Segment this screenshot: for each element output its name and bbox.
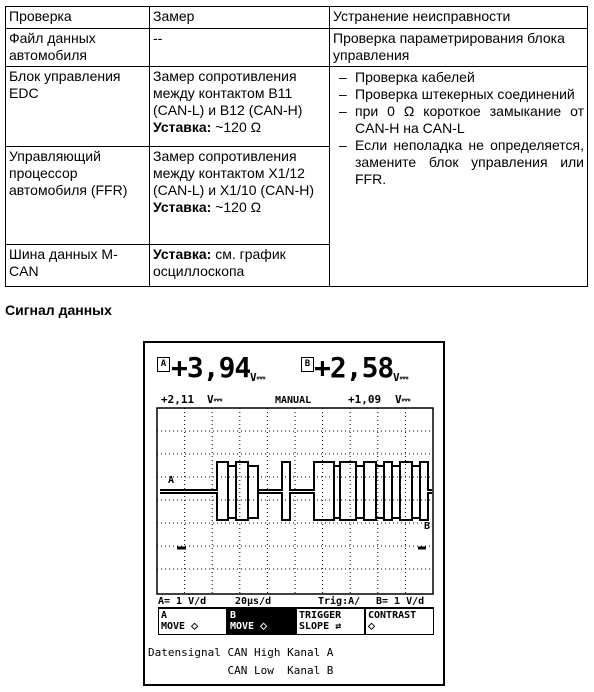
channel-b-unit: V⎓ — [393, 371, 409, 384]
trace-marker-a: A — [168, 475, 175, 486]
list-item: – Проверка штекерных соединений — [333, 86, 584, 103]
softkey-line1: A — [161, 610, 168, 621]
list-item: – Если неполадка не определяется, замените блок управления или FFR. — [333, 137, 584, 188]
value-label: Уставка: — [153, 119, 212, 135]
list-item: – при 0 Ω короткое замыкание от CAN-H на CAN-L — [333, 103, 584, 137]
channel-a-sub-unit: V⎓ — [207, 393, 223, 406]
channel-a-unit: V⎓ — [250, 371, 266, 384]
scope-caption-line1: Datensignal CAN High Kanal A — [148, 646, 334, 659]
softkey-line1: B — [230, 610, 237, 621]
softkey-line2: ⬦ — [368, 621, 375, 632]
measure-text: Замер сопротивления между контактом X1/12 (CAN-L) и X1/10 (CAN-H) — [153, 148, 315, 198]
row-fix: Проверка параметрирования блока управления — [330, 29, 588, 67]
status-trigger: Trig:A/ — [318, 596, 361, 607]
softkey-line1: TRIGGER — [299, 610, 342, 621]
mode-label: MANUAL — [275, 395, 312, 406]
softkey-line2: SLOPE ⇄ — [299, 621, 342, 632]
softkey-contrast[interactable] — [365, 607, 434, 635]
channel-b-badge: B — [301, 357, 314, 372]
header-fix: Устранение неисправности — [330, 7, 588, 29]
softkey-line1: CONTRAST — [368, 610, 417, 621]
status-channel-b: B= 1 V/d — [376, 596, 425, 607]
status-timebase: 20μs/d — [235, 596, 272, 607]
softkey-a-move[interactable] — [158, 607, 227, 635]
trace-marker-b: B — [424, 521, 431, 532]
section-title: Сигнал данных — [5, 302, 112, 318]
channel-b-trace — [160, 466, 432, 520]
scope-caption-line2: CAN Low Kanal B — [148, 664, 334, 677]
value-text: см. график осциллоскопа — [153, 246, 286, 279]
channel-b-sub-unit: V⎓ — [395, 393, 411, 406]
channel-a-badge: A — [157, 357, 170, 372]
status-channel-a: A= 1 V/d — [158, 596, 207, 607]
header-measure: Замер — [150, 7, 330, 29]
channel-a-reading: +3,94 — [171, 351, 251, 384]
softkey-line2: MOVE ⬦ — [230, 621, 268, 632]
scope-softkey-menu — [158, 607, 434, 635]
header-check: Проверка — [6, 7, 150, 29]
value-text: ~120 Ω — [215, 199, 262, 215]
row-check: Файл данных автомобиля — [6, 29, 150, 67]
list-item: – Проверка кабелей — [333, 69, 584, 86]
value-label: Уставка: — [153, 246, 212, 262]
channel-b-reading: +2,58 — [314, 351, 394, 384]
softkey-trigger-slope[interactable] — [296, 607, 365, 635]
row-check: Управляющий процессор автомобиля (FFR) — [6, 147, 150, 245]
channel-a-sub-reading: +2,11 — [161, 393, 195, 406]
channel-b-sub-reading: +1,09 — [348, 393, 382, 406]
softkey-b-move[interactable] — [227, 607, 296, 635]
softkey-line2: MOVE ⬦ — [161, 621, 199, 632]
row-check: Шина данных M-CAN — [6, 245, 150, 287]
row-measure: -- — [150, 29, 330, 67]
row-check: Блок управления EDC — [6, 67, 150, 147]
value-text: ~120 Ω — [215, 119, 262, 135]
measure-text: Замер сопротивления между контактом B11 (CAN-L) и B12 (CAN-H) — [153, 68, 303, 118]
value-label: Уставка: — [153, 199, 212, 215]
